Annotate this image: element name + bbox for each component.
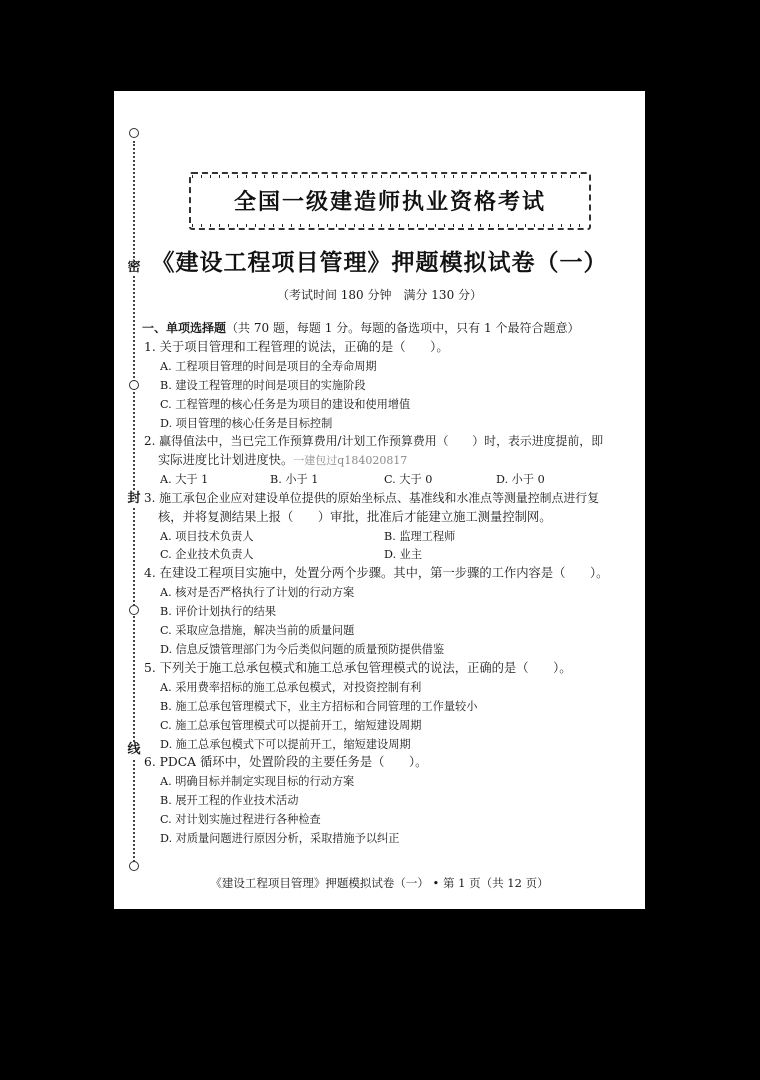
question-6-option-c: C. 对计划实施过程进行各种检查	[160, 813, 321, 826]
question-3-option-b: B. 监理工程师	[384, 530, 456, 543]
section-note: （共 70 题，每题 1 分。每题的备选项中，只有 1 个最符合题意）	[226, 321, 580, 335]
exam-name: 全国一级建造师执业资格考试	[233, 190, 546, 215]
question-3-option-d: D. 业主	[384, 548, 423, 561]
question-1-stem: 1. 关于项目管理和工程管理的说法，正确的是（ ）。	[144, 340, 449, 354]
binding-hole-icon	[129, 128, 139, 138]
exam-info: （考试时间 180 分钟 满分 130 分）	[276, 288, 483, 302]
question-5-stem: 5. 下列关于施工总承包模式和施工总承包管理模式的说法，正确的是（ ）。	[144, 661, 572, 675]
question-1-option-d: D. 项目管理的核心任务是目标控制	[160, 417, 333, 430]
binding-hole-icon	[129, 380, 139, 390]
question-5-option-c: C. 施工总承包管理模式可以提前开工，缩短建设周期	[160, 719, 422, 732]
section-title: 一、单项选择题	[142, 321, 227, 335]
question-6-option-a: A. 明确目标并制定实现目标的行动方案	[160, 775, 355, 788]
question-4-option-c: C. 采取应急措施，解决当前的质量问题	[160, 624, 355, 637]
binding-hole-icon	[129, 605, 139, 615]
question-4-stem: 4. 在建设工程项目实施中，处置分两个步骤。其中，第一步骤的工作内容是（ ）。	[144, 566, 609, 580]
binding-label-mi: 密	[127, 260, 141, 275]
question-6-option-d: D. 对质量问题进行原因分析，采取措施予以纠正	[160, 832, 400, 845]
binding-label-feng: 封	[127, 491, 141, 506]
question-5-option-d: D. 施工总承包模式下可以提前开工，缩短建设周期	[160, 738, 411, 751]
exam-page	[114, 91, 645, 909]
exam-name-box	[189, 172, 591, 230]
question-2-stem-cont-text: 实际进度比计划进度快。	[158, 453, 294, 467]
question-2-option-d: D. 小于 0	[496, 473, 545, 486]
watermark-text: 一建包过q184020817	[293, 454, 408, 467]
question-4-option-b: B. 评价计划执行的结果	[160, 605, 277, 618]
question-5-option-b: B. 施工总承包管理模式下，业主方招标和合同管理的工作量较小	[160, 700, 478, 713]
question-2-stem: 2. 赢得值法中，当已完工作预算费用/计划工作预算费用（ ）时，表示进度提前，即	[144, 434, 604, 448]
question-2-option-c: C. 大于 0	[384, 473, 433, 486]
question-1-option-a: A. 工程项目管理的时间是项目的全寿命周期	[160, 360, 377, 373]
binding-label-xian: 线	[127, 742, 141, 757]
question-1-option-c: C. 工程管理的核心任务是为项目的建设和使用增值	[160, 398, 411, 411]
page-footer: 《建设工程项目管理》押题模拟试卷（一） • 第 1 页（共 12 页）	[210, 876, 549, 890]
question-3-option-a: A. 项目技术负责人	[160, 530, 254, 543]
question-6-stem: 6. PDCA 循环中，处置阶段的主要任务是（ ）。	[144, 755, 428, 769]
question-3-stem: 3. 施工承包企业应对建设单位提供的原始坐标点、基准线和水准点等测量控制点进行复	[144, 491, 600, 505]
question-4-option-d: D. 信息反馈管理部门为今后类似问题的质量预防提供借鉴	[160, 643, 445, 656]
question-2-option-a: A. 大于 1	[160, 473, 209, 486]
question-2-stem-cont	[158, 453, 407, 468]
question-3-stem-cont: 核，并将复测结果上报（ ）审批，批准后才能建立施工测量控制网。	[158, 510, 552, 524]
paper-title: 《建设工程项目管理》押题模拟试卷（一）	[151, 249, 608, 276]
question-2-option-b: B. 小于 1	[270, 473, 319, 486]
question-5-option-a: A. 采用费率招标的施工总承包模式，对投资控制有利	[160, 681, 422, 694]
section-heading	[142, 321, 579, 336]
question-3-option-c: C. 企业技术负责人	[160, 548, 254, 561]
question-1-option-b: B. 建设工程管理的时间是项目的实施阶段	[160, 379, 366, 392]
binding-hole-icon	[129, 861, 139, 871]
question-6-option-b: B. 展开工程的作业技术活动	[160, 794, 299, 807]
question-4-option-a: A. 核对是否严格执行了计划的行动方案	[160, 586, 355, 599]
